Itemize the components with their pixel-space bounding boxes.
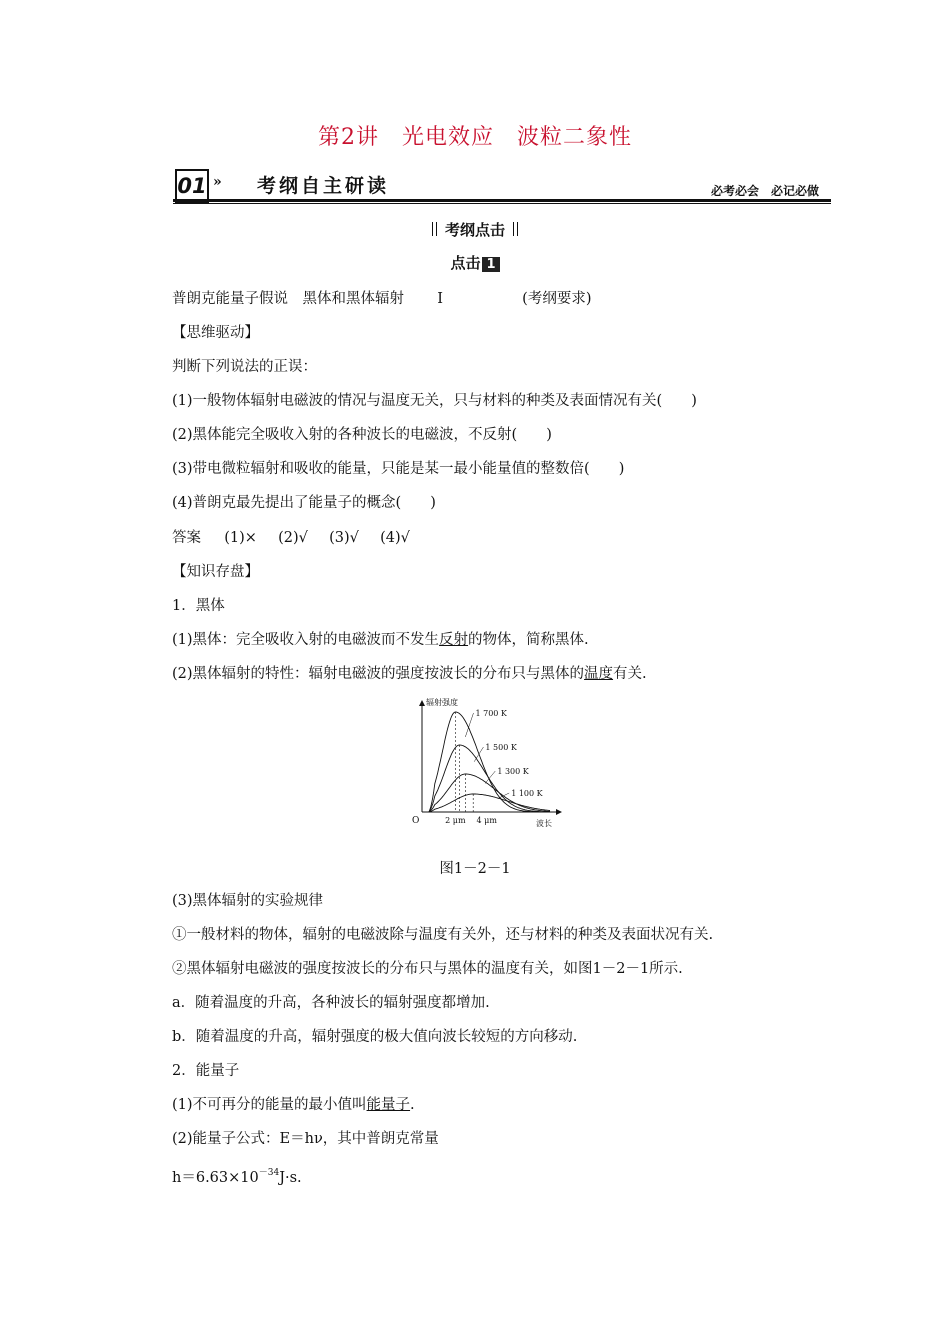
- paragraph: ①一般材料的物体，辐射的电磁波除与温度有关外，还与材料的种类及表面状况有关.: [172, 927, 714, 943]
- answer-item: (2)√: [278, 530, 308, 546]
- x-tick-label: 4 μm: [476, 816, 497, 825]
- text-run: 的物体，简称黑体.: [468, 632, 589, 648]
- paragraph: a．随着温度的升高，各种波长的辐射强度都增加.: [172, 995, 490, 1011]
- question-item: (3)带电微粒辐射和吸收的能量，只能是某一最小能量值的整数倍( ): [172, 461, 625, 477]
- x-tick-label: 2 μm: [445, 816, 466, 825]
- series-label: 1 300 K: [497, 767, 529, 776]
- banner-rule-thin: [173, 203, 831, 204]
- thinking-heading: 【思维驱动】: [172, 325, 259, 341]
- page-title: 第2讲 光电效应 波粒二象性: [318, 125, 632, 150]
- origin-label: O: [412, 816, 420, 826]
- paragraph: [172, 664, 647, 684]
- point-heading: [0, 252, 950, 273]
- text-run: (1)不可再分的能量的最小值叫: [172, 1097, 367, 1113]
- subsection-title: 1．黑体: [172, 598, 225, 614]
- thinking-prompt: 判断下列说法的正误：: [172, 359, 317, 375]
- text-run: h＝6.63×10: [172, 1170, 259, 1186]
- banner-heading: 考纲自主研读: [257, 175, 390, 197]
- text-run: 有关.: [613, 666, 647, 682]
- point-number-badge: 1: [482, 257, 499, 272]
- x-axis-label: 波长: [536, 819, 552, 828]
- section-heading: [0, 219, 950, 240]
- underlined-term: 反射: [439, 632, 469, 648]
- paragraph: [172, 1163, 302, 1188]
- text-run: J·s.: [279, 1170, 302, 1186]
- answer-line: [172, 528, 410, 548]
- syllabus-topic: 普朗克能量子假说 黑体和黑体辐射: [172, 291, 404, 307]
- syllabus-level: Ⅰ: [437, 291, 443, 307]
- paragraph: (2)能量子公式：E＝hν，其中普朗克常量: [172, 1131, 439, 1147]
- exponent: －34: [258, 1168, 280, 1178]
- answer-label: 答案: [172, 530, 201, 546]
- answer-item: (4)√: [380, 530, 410, 546]
- section-number-badge: 01: [175, 169, 209, 203]
- figure-caption: 图1－2－1: [439, 861, 511, 877]
- subsection-title: 2．能量子: [172, 1063, 240, 1079]
- text-run: (2)黑体辐射的特性：辐射电磁波的强度按波长的分布只与黑体的: [172, 666, 585, 682]
- divider-bar-icon: [432, 222, 437, 236]
- syllabus-line: [172, 289, 592, 309]
- series-label: 1 700 K: [475, 709, 507, 718]
- question-item: (4)普朗克最先提出了能量子的概念( ): [172, 495, 436, 511]
- answer-item: (3)√: [329, 530, 359, 546]
- chevron-icon: »: [213, 174, 222, 190]
- paragraph: [172, 630, 589, 650]
- paragraph: [172, 1095, 415, 1115]
- divider-bar-icon: [513, 222, 518, 236]
- answer-item: (1)×: [224, 530, 257, 546]
- underlined-term: 能量子: [366, 1097, 411, 1113]
- series-leader: [474, 747, 483, 762]
- paragraph: ②黑体辐射电磁波的强度按波长的分布只与黑体的温度有关，如图1－2－1所示.: [172, 961, 683, 977]
- point-label: 点击: [450, 254, 481, 272]
- question-item: (2)黑体能完全吸收入射的各种波长的电磁波，不反射( ): [172, 427, 552, 443]
- paragraph: (3)黑体辐射的实验规律: [172, 893, 324, 909]
- banner-tag: 必考必会 必记必做: [710, 184, 819, 198]
- knowledge-heading: 【知识存盘】: [172, 564, 259, 580]
- blackbody-radiation-chart: [410, 696, 570, 830]
- y-axis-arrow-icon: [419, 700, 425, 706]
- question-item: (1)一般物体辐射电磁波的情况与温度无关，只与材料的种类及表面情况有关( ): [172, 393, 697, 409]
- x-axis-arrow-icon: [556, 809, 562, 815]
- text-run: .: [410, 1097, 415, 1113]
- section-heading-text: 考纲点击: [444, 221, 505, 239]
- text-run: (1)黑体：完全吸收入射的电磁波而不发生: [172, 632, 440, 648]
- series-label: 1 500 K: [485, 743, 517, 752]
- underlined-term: 温度: [584, 666, 614, 682]
- y-axis-label: 辐射强度: [426, 698, 458, 707]
- paragraph: b．随着温度的升高，辐射强度的极大值向波长较短的方向移动.: [172, 1029, 578, 1045]
- section-banner: [173, 166, 831, 206]
- series-leader: [465, 713, 473, 737]
- banner-rule-thick: [173, 199, 831, 202]
- series-label: 1 100 K: [511, 789, 543, 798]
- syllabus-note: (考纲要求): [522, 291, 592, 307]
